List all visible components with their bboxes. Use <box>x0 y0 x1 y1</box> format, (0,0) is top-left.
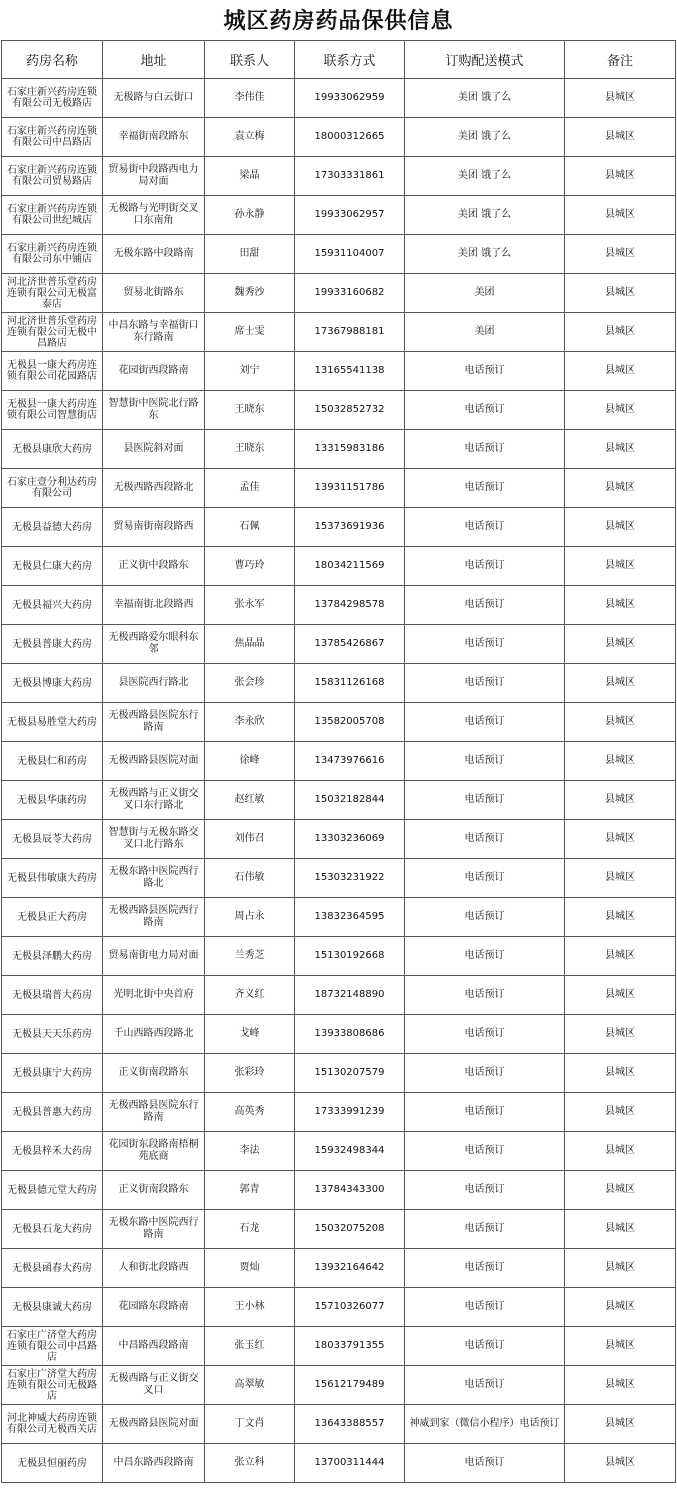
pharmacy-name-cell: 石家庄新兴药房连锁有限公司东中铺店 <box>2 235 103 274</box>
phone-cell: 17333991239 <box>295 1093 405 1132</box>
remark-cell: 县城区 <box>565 1249 676 1288</box>
pharmacy-name-cell: 无极县德元堂大药房 <box>2 1171 103 1210</box>
address-cell: 贸易北街路东 <box>103 274 205 313</box>
table-row <box>2 1366 676 1405</box>
pharmacy-name-cell: 石家庄新兴药房连锁有限公司世纪城店 <box>2 196 103 235</box>
address-cell: 贸易南街南段路西 <box>103 508 205 547</box>
phone-cell: 15032852732 <box>295 391 405 430</box>
remark-cell: 县城区 <box>565 781 676 820</box>
table-row <box>2 976 676 1015</box>
pharmacy-name-cell: 河北济世普乐堂药房连锁有限公司无极中昌路店 <box>2 313 103 352</box>
delivery-mode-cell: 美团 饿了么 <box>405 79 565 118</box>
contact-person-cell: 王晓东 <box>205 430 295 469</box>
phone-cell: 15373691936 <box>295 508 405 547</box>
address-cell: 无极东路中医院西行路南 <box>103 1210 205 1249</box>
table-row <box>2 1405 676 1444</box>
table-row <box>2 898 676 937</box>
contact-person-cell: 刘伟召 <box>205 820 295 859</box>
pharmacy-name-cell: 无极县普惠大药房 <box>2 1093 103 1132</box>
contact-person-cell: 张立科 <box>205 1444 295 1483</box>
pharmacy-name-cell: 石家庄新兴药房连锁有限公司中昌路店 <box>2 118 103 157</box>
contact-person-cell: 高英秀 <box>205 1093 295 1132</box>
table-row <box>2 352 676 391</box>
pharmacy-name-cell: 无极县益德大药房 <box>2 508 103 547</box>
table-header-row <box>2 41 676 79</box>
table-row <box>2 1288 676 1327</box>
contact-person-cell: 袁立梅 <box>205 118 295 157</box>
pharmacy-name-cell: 无极县天天乐药房 <box>2 1015 103 1054</box>
remark-cell: 县城区 <box>565 1054 676 1093</box>
pharmacy-name-cell: 无极县仁和药房 <box>2 742 103 781</box>
table-row <box>2 820 676 859</box>
phone-cell: 13932164642 <box>295 1249 405 1288</box>
phone-cell: 15130207579 <box>295 1054 405 1093</box>
address-cell: 正义街南段路东 <box>103 1171 205 1210</box>
remark-cell: 县城区 <box>565 586 676 625</box>
delivery-mode-cell: 电话预订 <box>405 664 565 703</box>
address-cell: 无极西路县医院东行路南 <box>103 703 205 742</box>
remark-cell: 县城区 <box>565 664 676 703</box>
phone-cell: 13165541138 <box>295 352 405 391</box>
table-row <box>2 1054 676 1093</box>
remark-cell: 县城区 <box>565 1210 676 1249</box>
delivery-mode-cell: 电话预订 <box>405 469 565 508</box>
address-cell: 无极西路西段路北 <box>103 469 205 508</box>
table-row <box>2 1132 676 1171</box>
table-row <box>2 1444 676 1483</box>
pharmacy-name-cell: 无极县瑞普大药房 <box>2 976 103 1015</box>
table-row <box>2 859 676 898</box>
contact-person-cell: 齐义红 <box>205 976 295 1015</box>
remark-cell: 县城区 <box>565 1327 676 1366</box>
delivery-mode-cell: 电话预订 <box>405 898 565 937</box>
address-cell: 无极东路中段路南 <box>103 235 205 274</box>
table-row <box>2 391 676 430</box>
pharmacy-name-cell: 河北神威大药房连锁有限公司无极西关店 <box>2 1405 103 1444</box>
address-cell: 中昌东路与幸福街口东行路南 <box>103 313 205 352</box>
header-address: 地址 <box>103 41 205 79</box>
contact-person-cell: 丁文肖 <box>205 1405 295 1444</box>
delivery-mode-cell: 电话预订 <box>405 508 565 547</box>
table-row <box>2 547 676 586</box>
delivery-mode-cell: 美团 <box>405 313 565 352</box>
table-row <box>2 157 676 196</box>
phone-cell: 19933062959 <box>295 79 405 118</box>
remark-cell: 县城区 <box>565 898 676 937</box>
delivery-mode-cell: 电话预订 <box>405 1054 565 1093</box>
contact-person-cell: 兰秀芝 <box>205 937 295 976</box>
remark-cell: 县城区 <box>565 1444 676 1483</box>
header-contact-person: 联系人 <box>205 41 295 79</box>
address-cell: 正义街中段路东 <box>103 547 205 586</box>
pharmacy-name-cell: 石家庄新兴药房连锁有限公司无极路店 <box>2 79 103 118</box>
phone-cell: 19933062957 <box>295 196 405 235</box>
remark-cell: 县城区 <box>565 1171 676 1210</box>
table-body <box>2 79 676 1483</box>
table-row <box>2 742 676 781</box>
phone-cell: 15130192668 <box>295 937 405 976</box>
pharmacy-name-cell: 无极县康宁大药房 <box>2 1054 103 1093</box>
pharmacy-name-cell: 石家庄新兴药房连锁有限公司贸易路店 <box>2 157 103 196</box>
delivery-mode-cell: 美团 饿了么 <box>405 157 565 196</box>
delivery-mode-cell: 电话预订 <box>405 586 565 625</box>
phone-cell: 17303331861 <box>295 157 405 196</box>
pharmacy-name-cell: 无极县福兴大药房 <box>2 586 103 625</box>
table-row <box>2 430 676 469</box>
phone-cell: 13933808686 <box>295 1015 405 1054</box>
contact-person-cell: 张会珍 <box>205 664 295 703</box>
remark-cell: 县城区 <box>565 1132 676 1171</box>
contact-person-cell: 张玉红 <box>205 1327 295 1366</box>
delivery-mode-cell: 电话预订 <box>405 1093 565 1132</box>
phone-cell: 13832364595 <box>295 898 405 937</box>
delivery-mode-cell: 电话预订 <box>405 391 565 430</box>
address-cell: 千山西路西段路北 <box>103 1015 205 1054</box>
address-cell: 无极路与白云街口 <box>103 79 205 118</box>
address-cell: 无极西路县医院西行路南 <box>103 898 205 937</box>
phone-cell: 15032075208 <box>295 1210 405 1249</box>
table-row <box>2 625 676 664</box>
address-cell: 人和街北段路西 <box>103 1249 205 1288</box>
address-cell: 无极东路中医院西行路北 <box>103 859 205 898</box>
contact-person-cell: 魏秀沙 <box>205 274 295 313</box>
table-row <box>2 664 676 703</box>
address-cell: 光明北街中央首府 <box>103 976 205 1015</box>
phone-cell: 15831126168 <box>295 664 405 703</box>
phone-cell: 18732148890 <box>295 976 405 1015</box>
table-row <box>2 196 676 235</box>
table-row <box>2 235 676 274</box>
contact-person-cell: 刘宁 <box>205 352 295 391</box>
phone-cell: 13931151786 <box>295 469 405 508</box>
contact-person-cell: 张永军 <box>205 586 295 625</box>
address-cell: 智慧街与无极东路交叉口北行路东 <box>103 820 205 859</box>
table-row <box>2 79 676 118</box>
table-row <box>2 1210 676 1249</box>
contact-person-cell: 焦晶晶 <box>205 625 295 664</box>
delivery-mode-cell: 电话预订 <box>405 1288 565 1327</box>
address-cell: 幸福南街北段路西 <box>103 586 205 625</box>
remark-cell: 县城区 <box>565 274 676 313</box>
pharmacy-name-cell: 无极县仁康大药房 <box>2 547 103 586</box>
header-remark: 备注 <box>565 41 676 79</box>
phone-cell: 18000312665 <box>295 118 405 157</box>
remark-cell: 县城区 <box>565 352 676 391</box>
pharmacy-name-cell: 石家庄壹分利达药房有限公司 <box>2 469 103 508</box>
delivery-mode-cell: 电话预订 <box>405 1171 565 1210</box>
remark-cell: 县城区 <box>565 742 676 781</box>
delivery-mode-cell: 电话预订 <box>405 742 565 781</box>
pharmacy-name-cell: 无极县石龙大药房 <box>2 1210 103 1249</box>
phone-cell: 17367988181 <box>295 313 405 352</box>
contact-person-cell: 周占永 <box>205 898 295 937</box>
remark-cell: 县城区 <box>565 976 676 1015</box>
remark-cell: 县城区 <box>565 859 676 898</box>
address-cell: 无极西路与正义街交叉口东行路北 <box>103 781 205 820</box>
remark-cell: 县城区 <box>565 391 676 430</box>
phone-cell: 13473976616 <box>295 742 405 781</box>
delivery-mode-cell: 电话预订 <box>405 1015 565 1054</box>
address-cell: 无极西路县医院东行路南 <box>103 1093 205 1132</box>
delivery-mode-cell: 神威到家（微信小程序）电话预订 <box>405 1405 565 1444</box>
contact-person-cell: 李法 <box>205 1132 295 1171</box>
contact-person-cell: 曹巧玲 <box>205 547 295 586</box>
phone-cell: 18034211569 <box>295 547 405 586</box>
delivery-mode-cell: 电话预订 <box>405 1132 565 1171</box>
address-cell: 无极路与光明街交叉口东南角 <box>103 196 205 235</box>
table-row <box>2 1093 676 1132</box>
table-row <box>2 1249 676 1288</box>
remark-cell: 县城区 <box>565 79 676 118</box>
delivery-mode-cell: 电话预订 <box>405 1249 565 1288</box>
remark-cell: 县城区 <box>565 196 676 235</box>
address-cell: 无极西路县医院对面 <box>103 1405 205 1444</box>
contact-person-cell: 李永欣 <box>205 703 295 742</box>
pharmacy-table <box>1 40 676 1483</box>
pharmacy-name-cell: 无极县华康药房 <box>2 781 103 820</box>
table-row <box>2 469 676 508</box>
remark-cell: 县城区 <box>565 820 676 859</box>
table-row <box>2 937 676 976</box>
phone-cell: 13785426867 <box>295 625 405 664</box>
remark-cell: 县城区 <box>565 118 676 157</box>
pharmacy-name-cell: 无极县辰苓大药房 <box>2 820 103 859</box>
contact-person-cell: 石龙 <box>205 1210 295 1249</box>
contact-person-cell: 李伟佳 <box>205 79 295 118</box>
pharmacy-name-cell: 无极县恒丽药房 <box>2 1444 103 1483</box>
remark-cell: 县城区 <box>565 625 676 664</box>
delivery-mode-cell: 美团 饿了么 <box>405 118 565 157</box>
contact-person-cell: 石伟敏 <box>205 859 295 898</box>
delivery-mode-cell: 电话预订 <box>405 703 565 742</box>
table-row <box>2 703 676 742</box>
delivery-mode-cell: 美团 <box>405 274 565 313</box>
table-row <box>2 118 676 157</box>
phone-cell: 15932498344 <box>295 1132 405 1171</box>
remark-cell: 县城区 <box>565 235 676 274</box>
pharmacy-name-cell: 无极县伟敏康大药房 <box>2 859 103 898</box>
table-row <box>2 313 676 352</box>
address-cell: 无极西路与正义街交叉口 <box>103 1366 205 1405</box>
phone-cell: 18033791355 <box>295 1327 405 1366</box>
remark-cell: 县城区 <box>565 157 676 196</box>
phone-cell: 13784298578 <box>295 586 405 625</box>
delivery-mode-cell: 电话预订 <box>405 1327 565 1366</box>
phone-cell: 13582005708 <box>295 703 405 742</box>
header-delivery-mode: 订购配送模式 <box>405 41 565 79</box>
delivery-mode-cell: 电话预订 <box>405 976 565 1015</box>
table-row <box>2 1015 676 1054</box>
pharmacy-name-cell: 石家庄广济堂大药房连锁有限公司无极路店 <box>2 1366 103 1405</box>
delivery-mode-cell: 美团 饿了么 <box>405 196 565 235</box>
address-cell: 花园街西段路南 <box>103 352 205 391</box>
address-cell: 县医院斜对面 <box>103 430 205 469</box>
contact-person-cell: 张彩玲 <box>205 1054 295 1093</box>
header-phone: 联系方式 <box>295 41 405 79</box>
pharmacy-name-cell: 无极县梓禾大药房 <box>2 1132 103 1171</box>
table-row <box>2 1327 676 1366</box>
remark-cell: 县城区 <box>565 469 676 508</box>
address-cell: 贸易南街电力局对面 <box>103 937 205 976</box>
remark-cell: 县城区 <box>565 1405 676 1444</box>
delivery-mode-cell: 电话预订 <box>405 430 565 469</box>
remark-cell: 县城区 <box>565 430 676 469</box>
pharmacy-name-cell: 石家庄广济堂大药房连锁有限公司中昌路店 <box>2 1327 103 1366</box>
remark-cell: 县城区 <box>565 508 676 547</box>
pharmacy-name-cell: 无极县泽鹏大药房 <box>2 937 103 976</box>
phone-cell: 15710326077 <box>295 1288 405 1327</box>
table-row <box>2 586 676 625</box>
pharmacy-name-cell: 无极县博康大药房 <box>2 664 103 703</box>
contact-person-cell: 石佩 <box>205 508 295 547</box>
pharmacy-name-cell: 无极县普康大药房 <box>2 625 103 664</box>
address-cell: 花园路东段路南 <box>103 1288 205 1327</box>
header-pharmacy-name: 药房名称 <box>2 41 103 79</box>
contact-person-cell: 席士雯 <box>205 313 295 352</box>
contact-person-cell: 赵红敏 <box>205 781 295 820</box>
pharmacy-name-cell: 无极县函春大药房 <box>2 1249 103 1288</box>
address-cell: 智慧街中医院北行路东 <box>103 391 205 430</box>
delivery-mode-cell: 电话预订 <box>405 352 565 391</box>
pharmacy-name-cell: 无极县康诚大药房 <box>2 1288 103 1327</box>
contact-person-cell: 梁晶 <box>205 157 295 196</box>
phone-cell: 15612179489 <box>295 1366 405 1405</box>
address-cell: 县医院西行路北 <box>103 664 205 703</box>
table-row <box>2 781 676 820</box>
phone-cell: 13303236069 <box>295 820 405 859</box>
phone-cell: 19933160682 <box>295 274 405 313</box>
delivery-mode-cell: 电话预订 <box>405 1366 565 1405</box>
delivery-mode-cell: 电话预订 <box>405 1210 565 1249</box>
remark-cell: 县城区 <box>565 1288 676 1327</box>
contact-person-cell: 王小林 <box>205 1288 295 1327</box>
delivery-mode-cell: 电话预订 <box>405 781 565 820</box>
address-cell: 花园街东段路南梧桐苑底商 <box>103 1132 205 1171</box>
delivery-mode-cell: 电话预订 <box>405 1444 565 1483</box>
pharmacy-name-cell: 河北济世普乐堂药房连锁有限公司无极富泰店 <box>2 274 103 313</box>
contact-person-cell: 高翠敏 <box>205 1366 295 1405</box>
address-cell: 正义街南段路东 <box>103 1054 205 1093</box>
table-row <box>2 274 676 313</box>
contact-person-cell: 郭青 <box>205 1171 295 1210</box>
contact-person-cell: 戈峰 <box>205 1015 295 1054</box>
address-cell: 无极西路县医院对面 <box>103 742 205 781</box>
phone-cell: 15032182844 <box>295 781 405 820</box>
delivery-mode-cell: 电话预订 <box>405 547 565 586</box>
address-cell: 贸易街中段路西电力局对面 <box>103 157 205 196</box>
remark-cell: 县城区 <box>565 313 676 352</box>
page-title: 城区药房药品保供信息 <box>223 8 454 34</box>
phone-cell: 13643388557 <box>295 1405 405 1444</box>
pharmacy-name-cell: 无极县易胜堂大药房 <box>2 703 103 742</box>
phone-cell: 13315983186 <box>295 430 405 469</box>
remark-cell: 县城区 <box>565 703 676 742</box>
contact-person-cell: 王晓东 <box>205 391 295 430</box>
phone-cell: 15931104007 <box>295 235 405 274</box>
remark-cell: 县城区 <box>565 1366 676 1405</box>
delivery-mode-cell: 美团 饿了么 <box>405 235 565 274</box>
address-cell: 中昌路西段路南 <box>103 1327 205 1366</box>
pharmacy-name-cell: 无极县正大药房 <box>2 898 103 937</box>
phone-cell: 13784343300 <box>295 1171 405 1210</box>
contact-person-cell: 贾灿 <box>205 1249 295 1288</box>
address-cell: 无极西路爱尔眼科东邻 <box>103 625 205 664</box>
remark-cell: 县城区 <box>565 1015 676 1054</box>
contact-person-cell: 孟佳 <box>205 469 295 508</box>
delivery-mode-cell: 电话预订 <box>405 625 565 664</box>
contact-person-cell: 徐峰 <box>205 742 295 781</box>
pharmacy-name-cell: 无极县一康大药房连锁有限公司智慧街店 <box>2 391 103 430</box>
delivery-mode-cell: 电话预订 <box>405 937 565 976</box>
delivery-mode-cell: 电话预订 <box>405 820 565 859</box>
remark-cell: 县城区 <box>565 547 676 586</box>
pharmacy-name-cell: 无极县一康大药房连锁有限公司花园路店 <box>2 352 103 391</box>
table-row <box>2 1171 676 1210</box>
phone-cell: 13700311444 <box>295 1444 405 1483</box>
table-row <box>2 508 676 547</box>
remark-cell: 县城区 <box>565 937 676 976</box>
contact-person-cell: 孙永静 <box>205 196 295 235</box>
phone-cell: 15303231922 <box>295 859 405 898</box>
pharmacy-name-cell: 无极县康欣大药房 <box>2 430 103 469</box>
delivery-mode-cell: 电话预订 <box>405 859 565 898</box>
address-cell: 幸福街南段路东 <box>103 118 205 157</box>
contact-person-cell: 田甜 <box>205 235 295 274</box>
address-cell: 中昌东路西段路南 <box>103 1444 205 1483</box>
remark-cell: 县城区 <box>565 1093 676 1132</box>
